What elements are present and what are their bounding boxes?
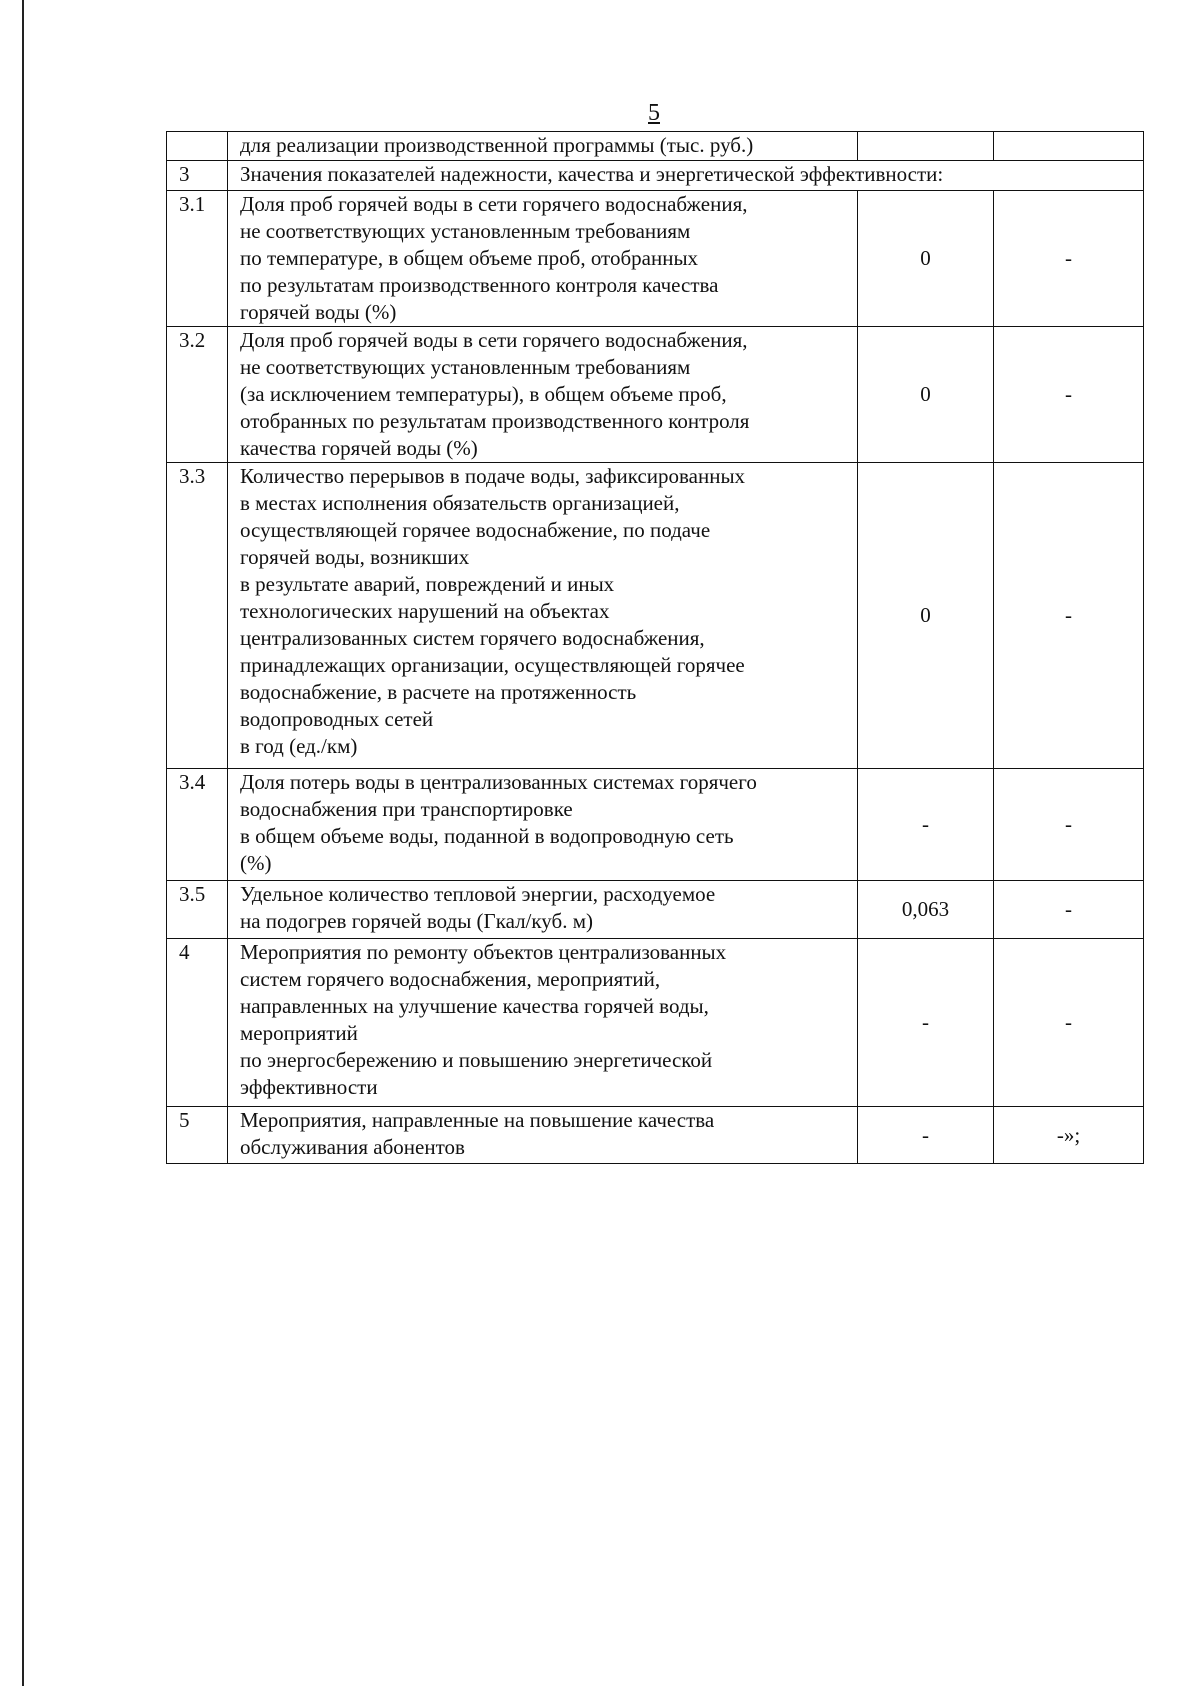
row-number: 4 — [167, 939, 228, 1107]
row-value-1: - — [858, 769, 994, 881]
row-value-2: - — [994, 191, 1144, 327]
row-value-1: 0 — [858, 327, 994, 463]
row-value-1 — [858, 132, 994, 161]
table-row — [167, 191, 1144, 327]
row-value-1: - — [858, 939, 994, 1107]
row-number: 5 — [167, 1107, 228, 1164]
indicators-table — [166, 131, 1144, 1164]
row-description: Количество перерывов в подаче воды, зафиксированных в местах исполнения обязательств организацией, осуществляющей горячее водоснабжение, по подаче горячей воды, возникших в результате аварий, повреждений и иных технологических нарушений на объектах централизованных систем горячего водоснабжения, принадлежащих организации, осуществляющей горячее водоснабжение, в расчете на протяженность водопроводных сетей в год (ед./км) — [228, 463, 858, 769]
table-row — [167, 463, 1144, 769]
row-number: 3.3 — [167, 463, 228, 769]
row-number: 3 — [167, 161, 228, 191]
row-description: для реализации производственной программы (тыс. руб.) — [228, 132, 858, 161]
row-description: Мероприятия, направленные на повышение качества обслуживания абонентов — [228, 1107, 858, 1164]
row-value-2: - — [994, 939, 1144, 1107]
section-heading: Значения показателей надежности, качества и энергетической эффективности: — [228, 161, 1144, 191]
row-number: 3.2 — [167, 327, 228, 463]
row-value-1: 0 — [858, 463, 994, 769]
row-value-2: - — [994, 881, 1144, 939]
row-value-2: - — [994, 769, 1144, 881]
row-value-1: - — [858, 1107, 994, 1164]
table-row — [167, 881, 1144, 939]
row-description: Доля проб горячей воды в сети горячего водоснабжения, не соответствующих установленным требованиям по температуре, в общем объеме проб, отобранных по результатам производственного контроля качества горячей воды (%) — [228, 191, 858, 327]
row-description: Мероприятия по ремонту объектов централизованных систем горячего водоснабжения, мероприятий, направленных на улучшение качества горячей воды, мероприятий по энергосбережению и повышению энергетической эффективности — [228, 939, 858, 1107]
table-row — [167, 161, 1144, 191]
row-number — [167, 132, 228, 161]
row-number: 3.4 — [167, 769, 228, 881]
table-row — [167, 1107, 1144, 1164]
row-description: Доля проб горячей воды в сети горячего водоснабжения, не соответствующих установленным требованиям (за исключением температуры), в общем объеме проб, отобранных по результатам производственного контроля качества горячей воды (%) — [228, 327, 858, 463]
row-description: Удельное количество тепловой энергии, расходуемое на подогрев горячей воды (Гкал/куб. м) — [228, 881, 858, 939]
row-value-2 — [994, 132, 1144, 161]
row-description: Доля потерь воды в централизованных системах горячего водоснабжения при транспортировке в общем объеме воды, поданной в водопроводную сеть (%) — [228, 769, 858, 881]
row-value-1: 0,063 — [858, 881, 994, 939]
table-row — [167, 132, 1144, 161]
row-value-2: - — [994, 327, 1144, 463]
row-value-2: - — [994, 463, 1144, 769]
page-number: 5 — [648, 100, 660, 126]
scan-edge-line — [22, 0, 24, 1686]
row-value-2: -»; — [994, 1107, 1144, 1164]
row-number: 3.5 — [167, 881, 228, 939]
table-row — [167, 769, 1144, 881]
row-value-1: 0 — [858, 191, 994, 327]
table-row — [167, 327, 1144, 463]
table-row — [167, 939, 1144, 1107]
row-number: 3.1 — [167, 191, 228, 327]
